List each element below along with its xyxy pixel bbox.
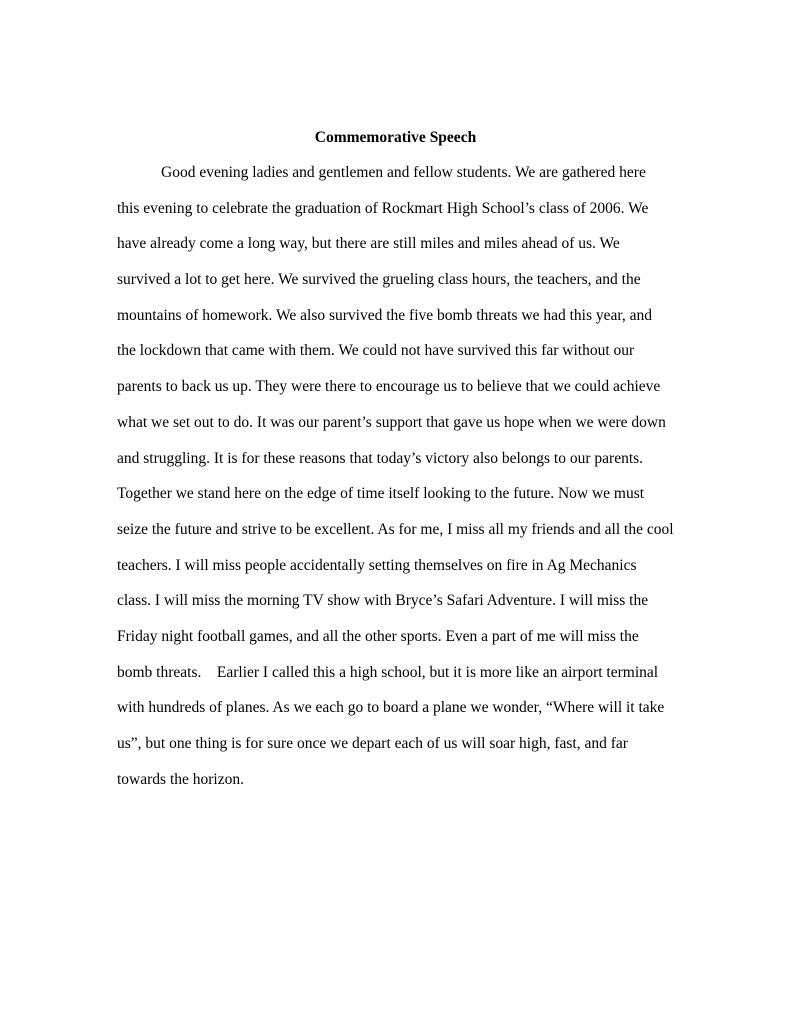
text-line: teachers. I will miss people accidentally setting themselves on fire in Ag Mechanics — [117, 556, 637, 574]
text-line: and struggling. It is for these reasons that today’s victory also belongs to our parents. — [117, 449, 644, 467]
text-line: parents to back us up. They were there to encourage us to believe that we could achieve — [117, 378, 661, 396]
text-line: class. I will miss the morning TV show with Bryce’s Safari Adventure. I will miss the — [117, 592, 649, 610]
speech-body — [117, 163, 717, 805]
text-line: Good evening ladies and gentlemen and fellow students. We are gathered here — [161, 164, 646, 181]
text-line: towards the horizon. — [117, 770, 244, 788]
text-line: the lockdown that came with them. We could not have survived this far without our — [117, 342, 635, 360]
text-line: us”, but one thing is for sure once we depart each of us will soar high, fast, and far — [117, 735, 628, 752]
text-line: mountains of homework. We also survived the five bomb threats we had this year, and — [117, 306, 653, 324]
text-line: Together we stand here on the edge of time itself looking to the future. Now we must — [117, 485, 645, 503]
text-line: seize the future and strive to be excellent. As for me, I miss all my friends and all the cool — [117, 520, 674, 538]
text-line: what we set out to do. It was our parent’s support that gave us hope when we were down — [117, 413, 666, 431]
text-line: survived a lot to get here. We survived the grueling class hours, the teachers, and the — [117, 271, 641, 289]
page-title: Commemorative Speech — [314, 129, 477, 146]
text-line: this evening to celebrate the graduation of Rockmart High School’s class of 2006. We — [117, 199, 649, 217]
text-line: bomb threats. Earlier I called this a high school, but it is more like an airport terminal — [117, 663, 659, 681]
text-line: with hundreds of planes. As we each go to board a plane we wonder, “Where will it take — [117, 699, 665, 717]
text-line: Friday night football games, and all the other sports. Even a part of me will miss the — [117, 627, 639, 645]
text-line: have already come a long way, but there are still miles and miles ahead of us. We — [117, 235, 620, 253]
